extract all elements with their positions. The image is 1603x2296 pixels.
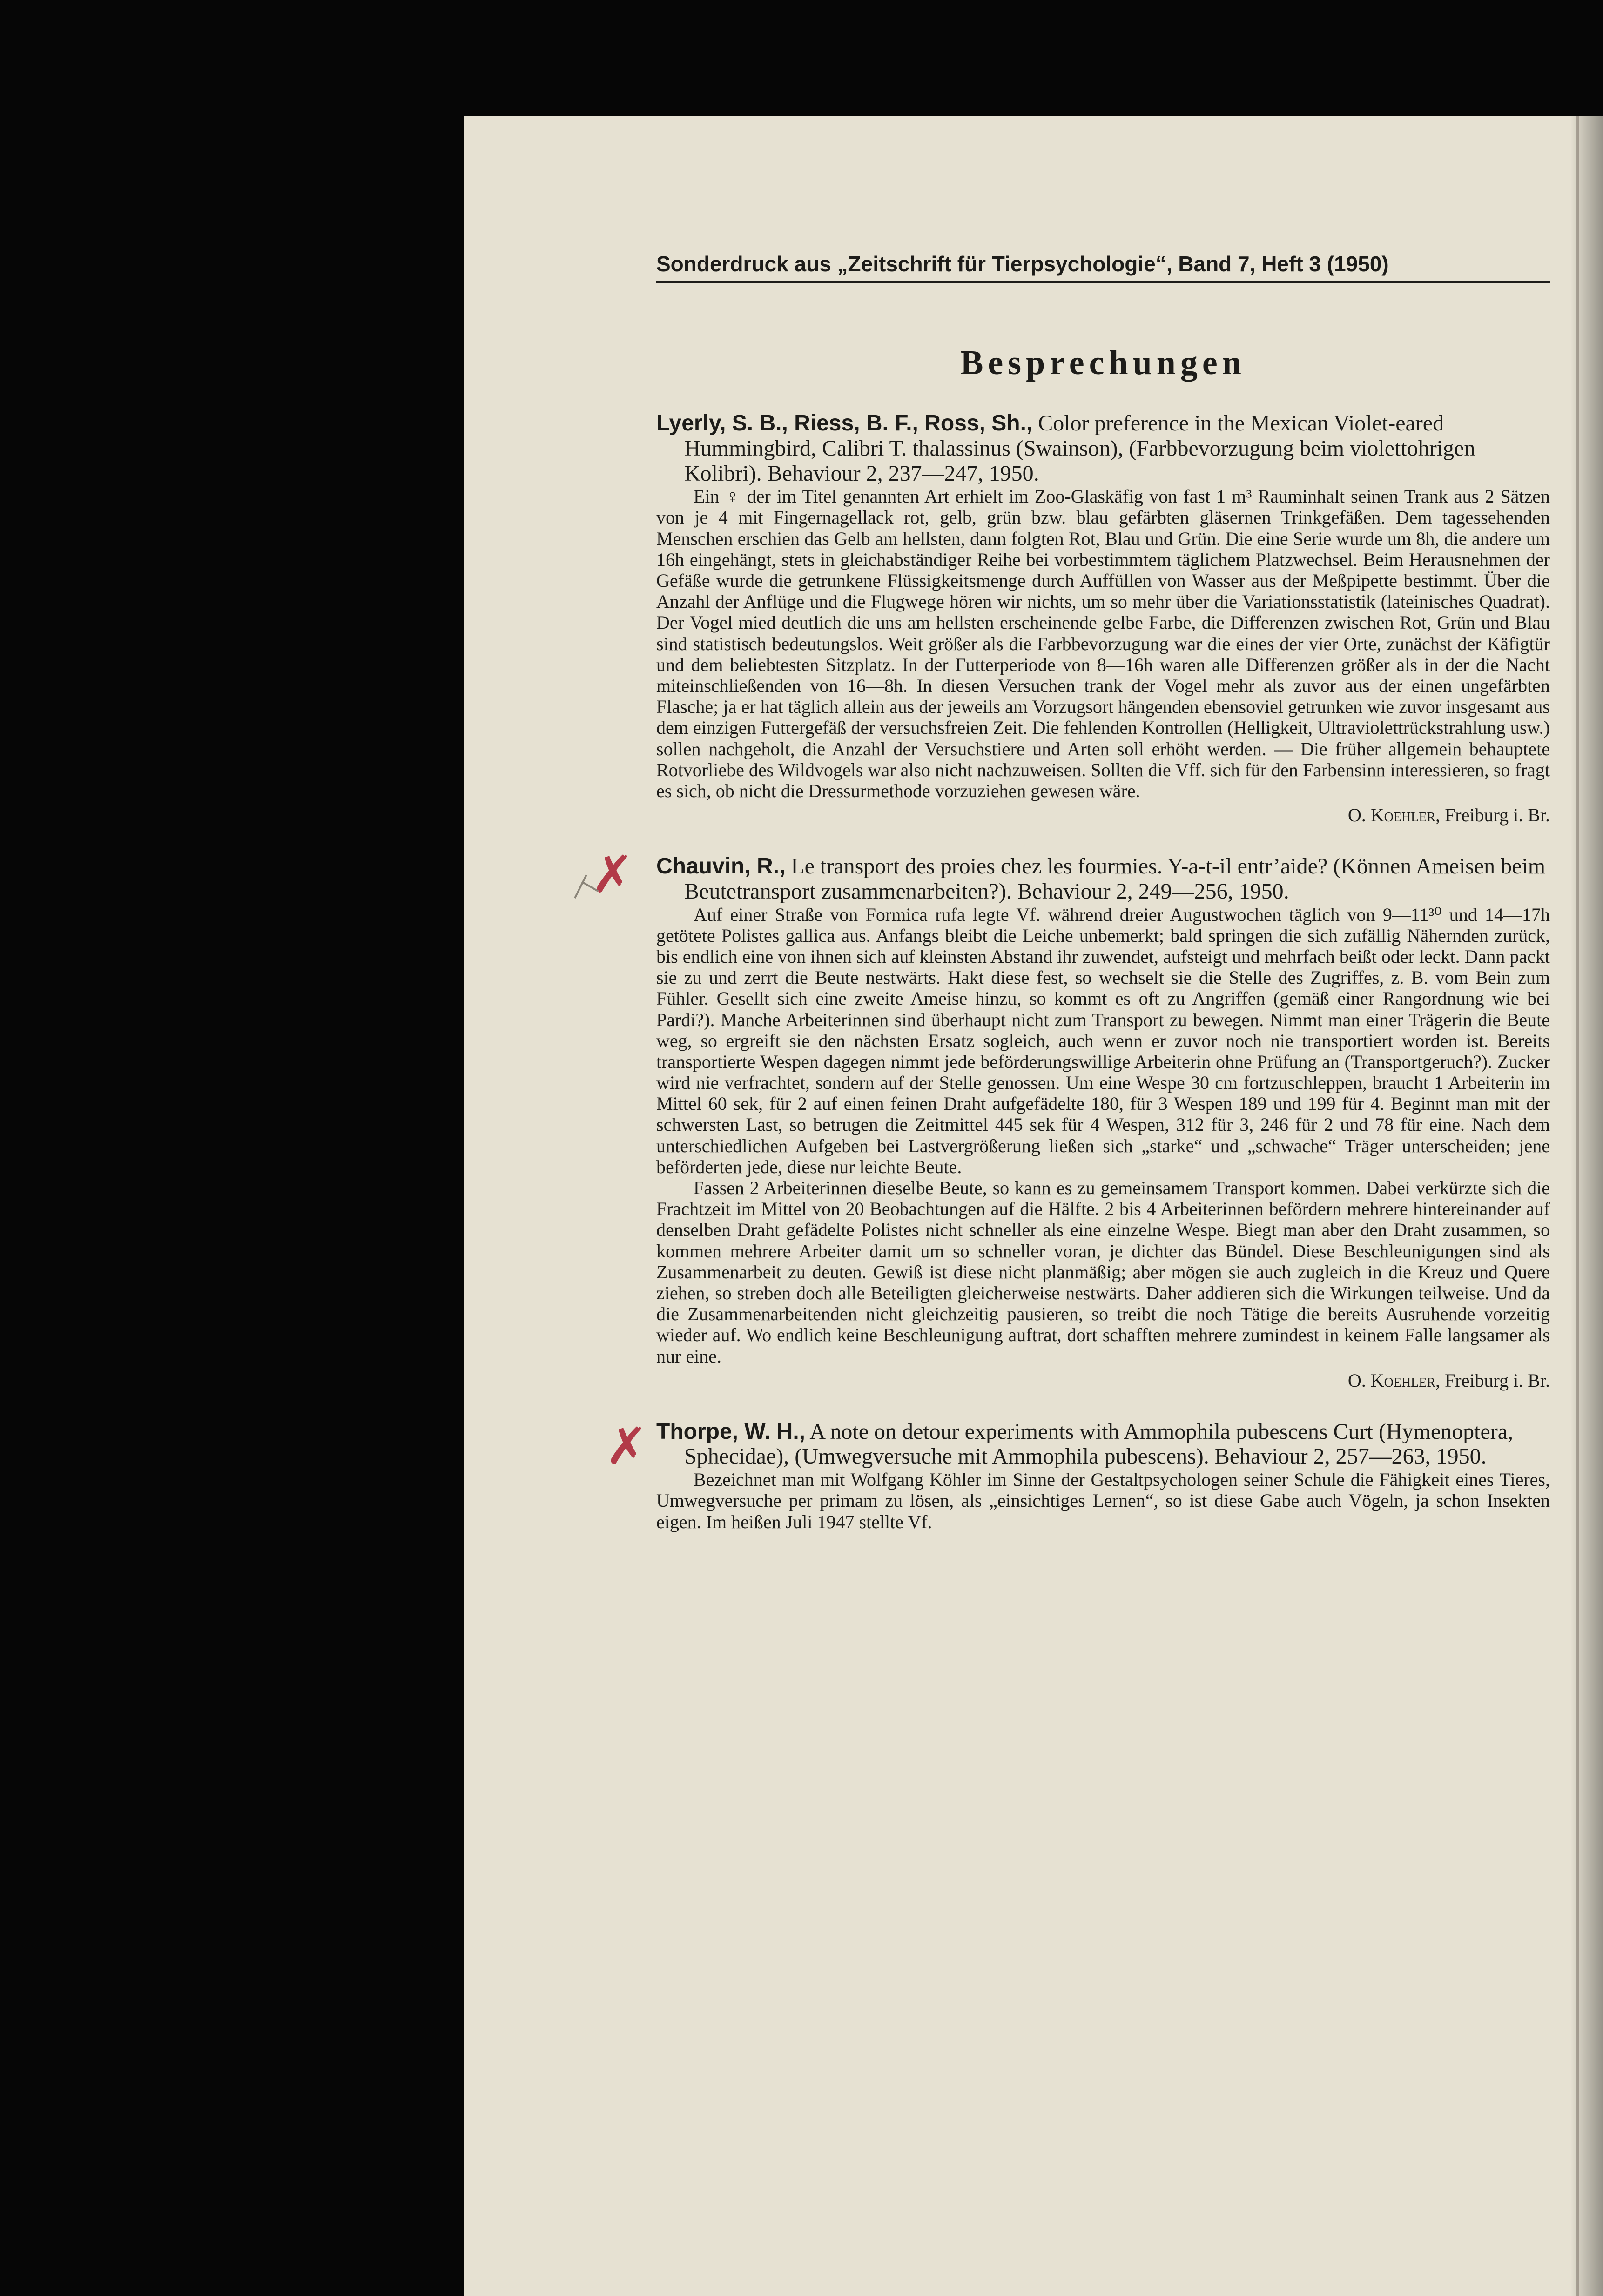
signature-name: O. Koehler,: [1347, 1370, 1441, 1391]
review-authors: Thorpe, W. H.,: [656, 1419, 805, 1444]
signature-place: Freiburg i. Br.: [1445, 805, 1550, 826]
review-chauvin: [591, 845, 1550, 1391]
review-citation-text: A note on detour experiments with Ammophila pubescens Curt (Hymenoptera, Sphecidae), (Umwegversuche mit Ammophila pubescens). Behaviour 2, 257—263, 1950.: [684, 1419, 1514, 1469]
review-thorpe: [605, 1416, 1550, 1532]
review-lyerly: [656, 411, 1550, 826]
review-paragraph: Fassen 2 Arbeiterinnen dieselbe Beute, so kann es zu gemeinsamem Transport kommen. Dabei verkürzte sich die Frachtzeit im Mittel von 20 Beobachtungen auf die Hälfte. 2 bis 4 Arbeiterinnen befördern mehrere hintereinander auf denselben Draht gefädelte Polistes nicht schneller als eine einzelne Wespe. Biegt man aber den Draht zusammen, so kommen mehrere Arbeiter damit um so schneller voran, je dichter das Bündel. Diese Beschleunigungen sind als Zusammenarbeit zu deuten. Gewiß ist diese nicht planmäßig; aber mögen sie auch zugleich in die Kreuz und Quere ziehen, so streben doch alle Beteiligten gleicherweise nestwärts. Daher addieren sich die Wirkungen teilweise. Und da die Zusammenarbeitenden nicht gleichzeitig pausieren, so treibt die noch Tätige die bereits Ausruhende vorzeitig wieder auf. Wo endlich keine Beschleunigung auftrat, dort schafften mehrere zumindest in keinem Falle langsamer als nur eine.: [656, 1177, 1550, 1367]
review-authors: Lyerly, S. B., Riess, B. F., Ross, Sh.,: [656, 411, 1033, 436]
review-signature: [656, 804, 1550, 826]
review-body: [656, 486, 1550, 801]
running-head: Sonderdruck aus „Zeitschrift für Tierpsychologie“, Band 7, Heft 3 (1950): [656, 251, 1550, 283]
section-title: Besprechungen: [960, 344, 1246, 382]
review-citation-text: Color preference in the Mexican Violet-eared Hummingbird, Calibri T. thalassinus (Swainson), (Farbbevorzugung beim violettohrigen Kolibri). Behaviour 2, 237—247, 1950.: [684, 411, 1475, 486]
red-check-mark-icon: ✗: [591, 845, 634, 905]
review-paragraph: Auf einer Straße von Formica rufa legte Vf. während dreier Augustwochen täglich von 9—11³⁰ und 14—17h getötete Polistes gallica aus. Anfangs bleibt die Leiche unbemerkt; bald springen die sich zufällig Nähernden zurück, bis endlich eine von ihnen sich auf kleinsten Abstand ihr zuwendet, aufsteigt und mehrfach beißt oder leckt. Dann packt sie zu und zerrt die Beute nestwärts. Hakt diese fest, so wechselt sie die Stelle des Zugriffes, z. B. vom Bein zum Fühler. Gesellt sich eine zweite Ameise hinzu, so kommt es oft zu Angriffen (gemäß einer Rangordnung wie bei Pardi?). Manche Arbeiterinnen sind überhaupt nicht zum Transport zu bewegen. Nimmt man einer Trägerin die Beute weg, so ergreift sie den nächsten Ersatz sogleich, auch wenn er zuvor noch nie transportiert worden ist. Bereits transportierte Wespen dagegen nimmt jede beförderungswillige Arbeiterin ohne Prüfung an (Transportgeruch?). Zucker wird nie verfrachtet, sondern auf der Stelle genossen. Um eine Wespe 30 cm fortzuschleppen, braucht 1 Arbeiterin im Mittel 60 sek, für 2 auf einen feinen Draht aufgefädelte 180, für 3 Wespen 189 und 199 für 4. Beginnt man mit der schwersten Last, so betrugen die Zeitmittel 445 sek für 4 Wespen, 312 für 3, 246 für 2 und 78 für eine. Nach dem unterschiedlichen Aufgeben bei Lastvergrößerung ließen sich „starke“ und „schwache“ Träger unterscheiden; jene beförderten jede, diese nur leichte Beute.: [656, 904, 1550, 1177]
review-body: [656, 1469, 1550, 1532]
signature-name: O. Koehler,: [1347, 805, 1441, 826]
page-edge-shadow: [1570, 116, 1603, 2296]
review-citation: [656, 854, 1550, 904]
pencil-mark-icon: [572, 873, 600, 900]
review-authors: Chauvin, R.,: [656, 854, 786, 879]
document-content: [591, 251, 1550, 1532]
red-check-mark-icon: ✗: [605, 1416, 648, 1476]
review-paragraph: Bezeichnet man mit Wolfgang Köhler im Sinne der Gestaltpsychologen seiner Schule die Fähigkeit eines Tieres, Umwegversuche per primam zu lösen, als „einsichtiges Lernen“, so ist diese Gabe auch Vögeln, ja schon Insekten eigen. Im heißen Juli 1947 stellte Vf.: [656, 1469, 1550, 1532]
review-paragraph: Ein ♀ der im Titel genannten Art erhielt im Zoo-Glaskäfig von fast 1 m³ Rauminhalt seinen Trank aus 2 Sätzen von je 4 mit Fingernagellack rot, gelb, grün bzw. blau gefärbten gläsernen Trinkgefäßen. Dem tagessehenden Menschen erschien das Gelb am hellsten, dann folgten Rot, Blau und Grün. Die eine Serie wurde um 8h, die andere um 16h eingehängt, stets in gleichabständiger Reihe bei vorbestimmtem täglichem Platzwechsel. Beim Herausnehmen der Gefäße wurde die getrunkene Flüssigkeitsmenge durch Auffüllen von Wasser aus der Meßpipette bestimmt. Über die Anzahl der Anflüge und die Flugwege hören wir nichts, um so mehr über die Variationsstatistik (lateinisches Quadrat). Der Vogel mied deutlich die uns am hellsten erscheinende gelbe Farbe, die Differenzen zwischen Rot, Grün und Blau sind statistisch bedeutungslos. Weit größer als die Farbbevorzugung war die eines der vier Orte, zunächst der Käfigtür und dem beliebtesten Sitzplatz. In der Futterperiode von 8—16h waren alle Differenzen größer als in der die Nacht miteinschließenden von 16—8h. In diesen Versuchen trank der Vogel mehr als zuvor aus der einen ungefärbten Flasche; ja er hat täglich allein aus der jeweils am Vorzugsort hängenden ebensoviel getrunken wie zuvor insgesamt aus dem einzigen Futtergefäß der versuchsfreien Zeit. Die fehlenden Kontrollen (Helligkeit, Ultraviolettrückstrahlung usw.) sollen nachgeholt, die Anzahl der Versuchstiere und Arten soll erhöht werden. — Die früher allgemein behauptete Rotvorliebe des Wildvogels war also nicht nachzuweisen. Sollten die Vff. sich für den Farbensinn interessieren, so fragt es sich, ob nicht die Dressurmethode vorzuziehen gewesen wäre.: [656, 486, 1550, 801]
review-body: [656, 904, 1550, 1367]
review-citation: [656, 1419, 1550, 1470]
review-citation-text: Le transport des proies chez les fourmies. Y-a-t-il entr’aide? (Können Ameisen beim Beutetransport zusammenarbeiten?). Behaviour 2, 249—256, 1950.: [684, 854, 1546, 904]
signature-place: Freiburg i. Br.: [1445, 1370, 1550, 1391]
review-signature: [656, 1370, 1550, 1391]
review-citation: [656, 411, 1550, 486]
